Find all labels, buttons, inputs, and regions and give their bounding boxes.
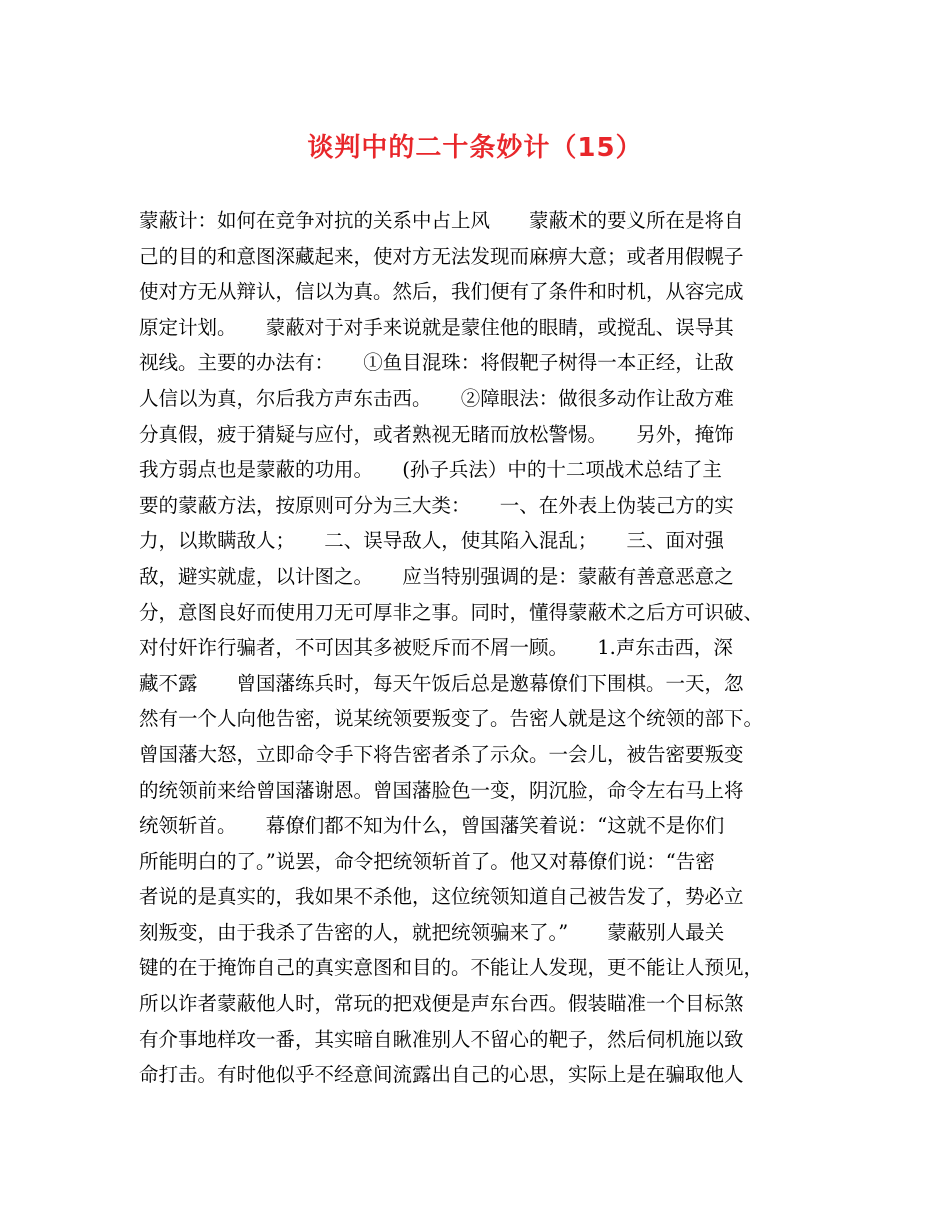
body-line: 所以诈者蒙蔽他人时，常玩的把戏便是声东台西。假装瞄准一个目标煞 [139, 992, 744, 1016]
body-line: 视线。主要的办法有： ①鱼目混珠：将假靶子树得一本正经，让敌 [139, 351, 734, 375]
body-line: 者说的是真实的，我如果不杀他，这位统领知道自己被告发了，势必立 [139, 885, 744, 909]
body-line: 力，以欺瞒敌人； 二、误导敌人，使其陷入混乱； 三、面对强 [139, 529, 725, 553]
document-body [139, 203, 839, 1093]
body-line: 键的在于掩饰自己的真实意图和目的。不能让人发现，更不能让人预见， [139, 956, 764, 980]
document-title: 谈判中的二十条妙计（15） [307, 133, 643, 163]
body-line: 藏不露 曾国藩练兵时，每天午饭后总是邀幕僚们下围棋。一天，忽 [139, 671, 744, 695]
body-line: 蒙蔽计：如何在竞争对抗的关系中占上风 蒙蔽术的要义所在是将自 [139, 209, 744, 232]
body-line: 使对方无从辩认，信以为真。然后，我们便有了条件和时机，从容完成 [139, 280, 744, 304]
body-line: 命打击。有时他似乎不经意间流露出自己的心思，实际上是在骗取他人 [139, 1063, 744, 1087]
body-line: 有介事地样攻一番，其实暗自瞅准别人不留心的靶子，然后伺机施以致 [139, 1027, 744, 1051]
body-line: 分，意图良好而使用刀无可厚非之事。同时，懂得蒙蔽术之后方可识破、 [139, 600, 764, 624]
body-line: 所能明白的了。”说罢，命令把统领斩首了。他又对幕僚们说：“告密 [139, 849, 715, 873]
body-line: 曾国藩大怒，立即命令手下将告密者杀了示众。一会儿，被告密要叛变 [139, 742, 744, 766]
body-line: 敌，避实就虚，以计图之。 应当特别强调的是：蒙蔽有善意恶意之 [139, 564, 734, 588]
body-line: 分真假，疲于猜疑与应付，或者熟视无睹而放松警惕。 另外，掩饰 [139, 422, 734, 446]
body-line: 然有一个人向他告密，说某统领要叛变了。告密人就是这个统领的部下。 [139, 707, 764, 731]
body-line: 己的目的和意图深藏起来，使对方无法发现而麻痹大意；或者用假幌子 [139, 244, 744, 268]
body-line: 的统领前来给曾国藩谢恩。曾国藩脸色一变，阴沉脸，命令左右马上将 [139, 778, 744, 802]
body-line: 人信以为真，尔后我方声东击西。 ②障眼法：做很多动作让敌方难 [139, 386, 734, 410]
body-line: 我方弱点也是蒙蔽的功用。 (孙子兵法）中的十二项战术总结了主 [139, 458, 722, 482]
body-line: 刻叛变，由于我杀了告密的人，就把统领骗来了。” 蒙蔽别人最关 [139, 920, 725, 944]
body-line: 对付奸诈行骗者，不可因其多被贬斥而不屑一顾。 1.声东击西，深 [139, 636, 733, 660]
body-line: 原定计划。 蒙蔽对于对手来说就是蒙住他的眼睛，或搅乱、误导其 [139, 315, 734, 339]
body-line: 要的蒙蔽方法，按原则可分为三大类： 一、在外表上伪装己方的实 [139, 493, 734, 517]
body-line: 统领斩首。 幕僚们都不知为什么，曾国藩笑着说：“这就不是你们 [139, 814, 725, 838]
